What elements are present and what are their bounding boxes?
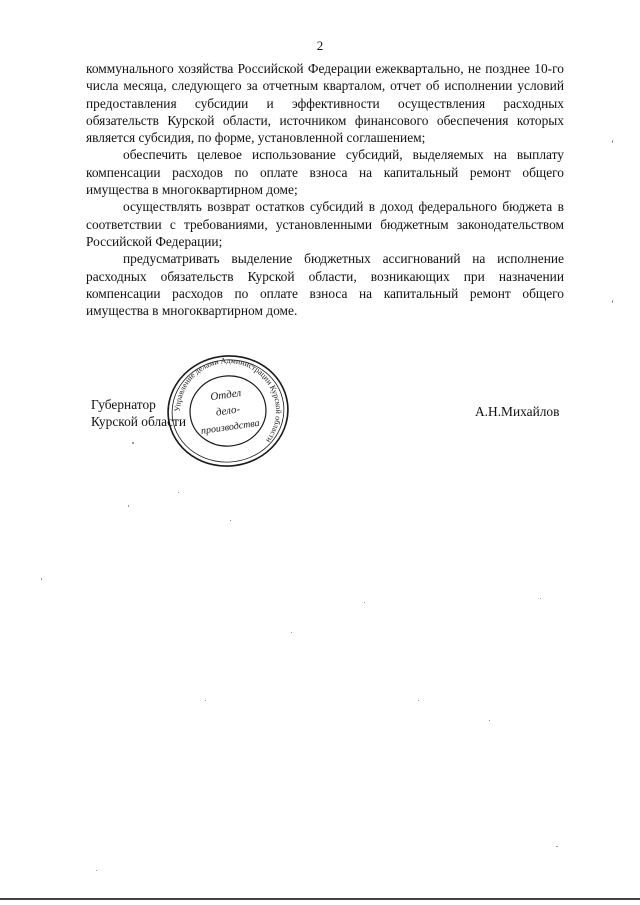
- stamp-center-line: Отдел: [209, 387, 242, 404]
- scan-speck: [364, 602, 365, 603]
- page-number: 2: [316, 38, 324, 53]
- scan-speck: [489, 720, 490, 721]
- signatory-title-line: Курской области: [91, 414, 187, 429]
- scan-speck: [96, 870, 97, 871]
- paragraph: обеспечить целевое использование субсидий, выделяемых на выплату компенсации расходов по оплате взноса на капитальный ремонт общего имущества в многоквартирном доме;: [86, 147, 564, 198]
- official-stamp: [162, 352, 294, 470]
- stamp-seal-icon: [162, 352, 294, 470]
- body-text: [86, 60, 564, 319]
- scan-speck: [132, 442, 134, 444]
- scan-speck: [612, 300, 613, 303]
- paragraph: предусматривать выделение бюджетных ассигнований на исполнение расходных обязательств Курской области, возникающих при назначении компенсации расходов по оплате взноса на капитальный ремонт общего имущества в многоквартирном доме.: [86, 251, 564, 319]
- scan-speck: [230, 520, 231, 521]
- paragraph-continued: коммунального хозяйства Российской Федерации ежеквартально, не позднее 10-го числа месяца, следующего за отчетным кварталом, отчет об исполнении условий предоставления субсидии и эффективности осуществления расходных обязательств Курской области, источником финансового обеспечения которых является субсидия, по форме, установленной соглашением;: [86, 61, 564, 146]
- signatory-title-line: Губернатор: [91, 397, 156, 412]
- scan-edge-line: [0, 898, 640, 900]
- paragraph: осуществлять возврат остатков субсидий в доход федерального бюджета в соответствии с требованиями, установленными бюджетным законодательством Российской Федерации;: [86, 199, 564, 249]
- scan-speck: [556, 846, 558, 847]
- scan-speck: [540, 598, 541, 599]
- scan-speck: [205, 700, 206, 701]
- stamp-ring-text: Управление делами Администрации Курской области: [172, 355, 284, 445]
- scan-speck: [418, 700, 419, 701]
- scan-speck: [612, 140, 613, 143]
- signatory-name: А.Н.Михайлов: [475, 404, 560, 419]
- stamp-center-line: дело-: [215, 403, 241, 419]
- scan-speck: [178, 492, 179, 493]
- scan-speck: [291, 632, 292, 633]
- scan-speck: [128, 505, 129, 507]
- stamp-center-line: производства: [200, 417, 261, 437]
- scan-speck: [41, 578, 42, 580]
